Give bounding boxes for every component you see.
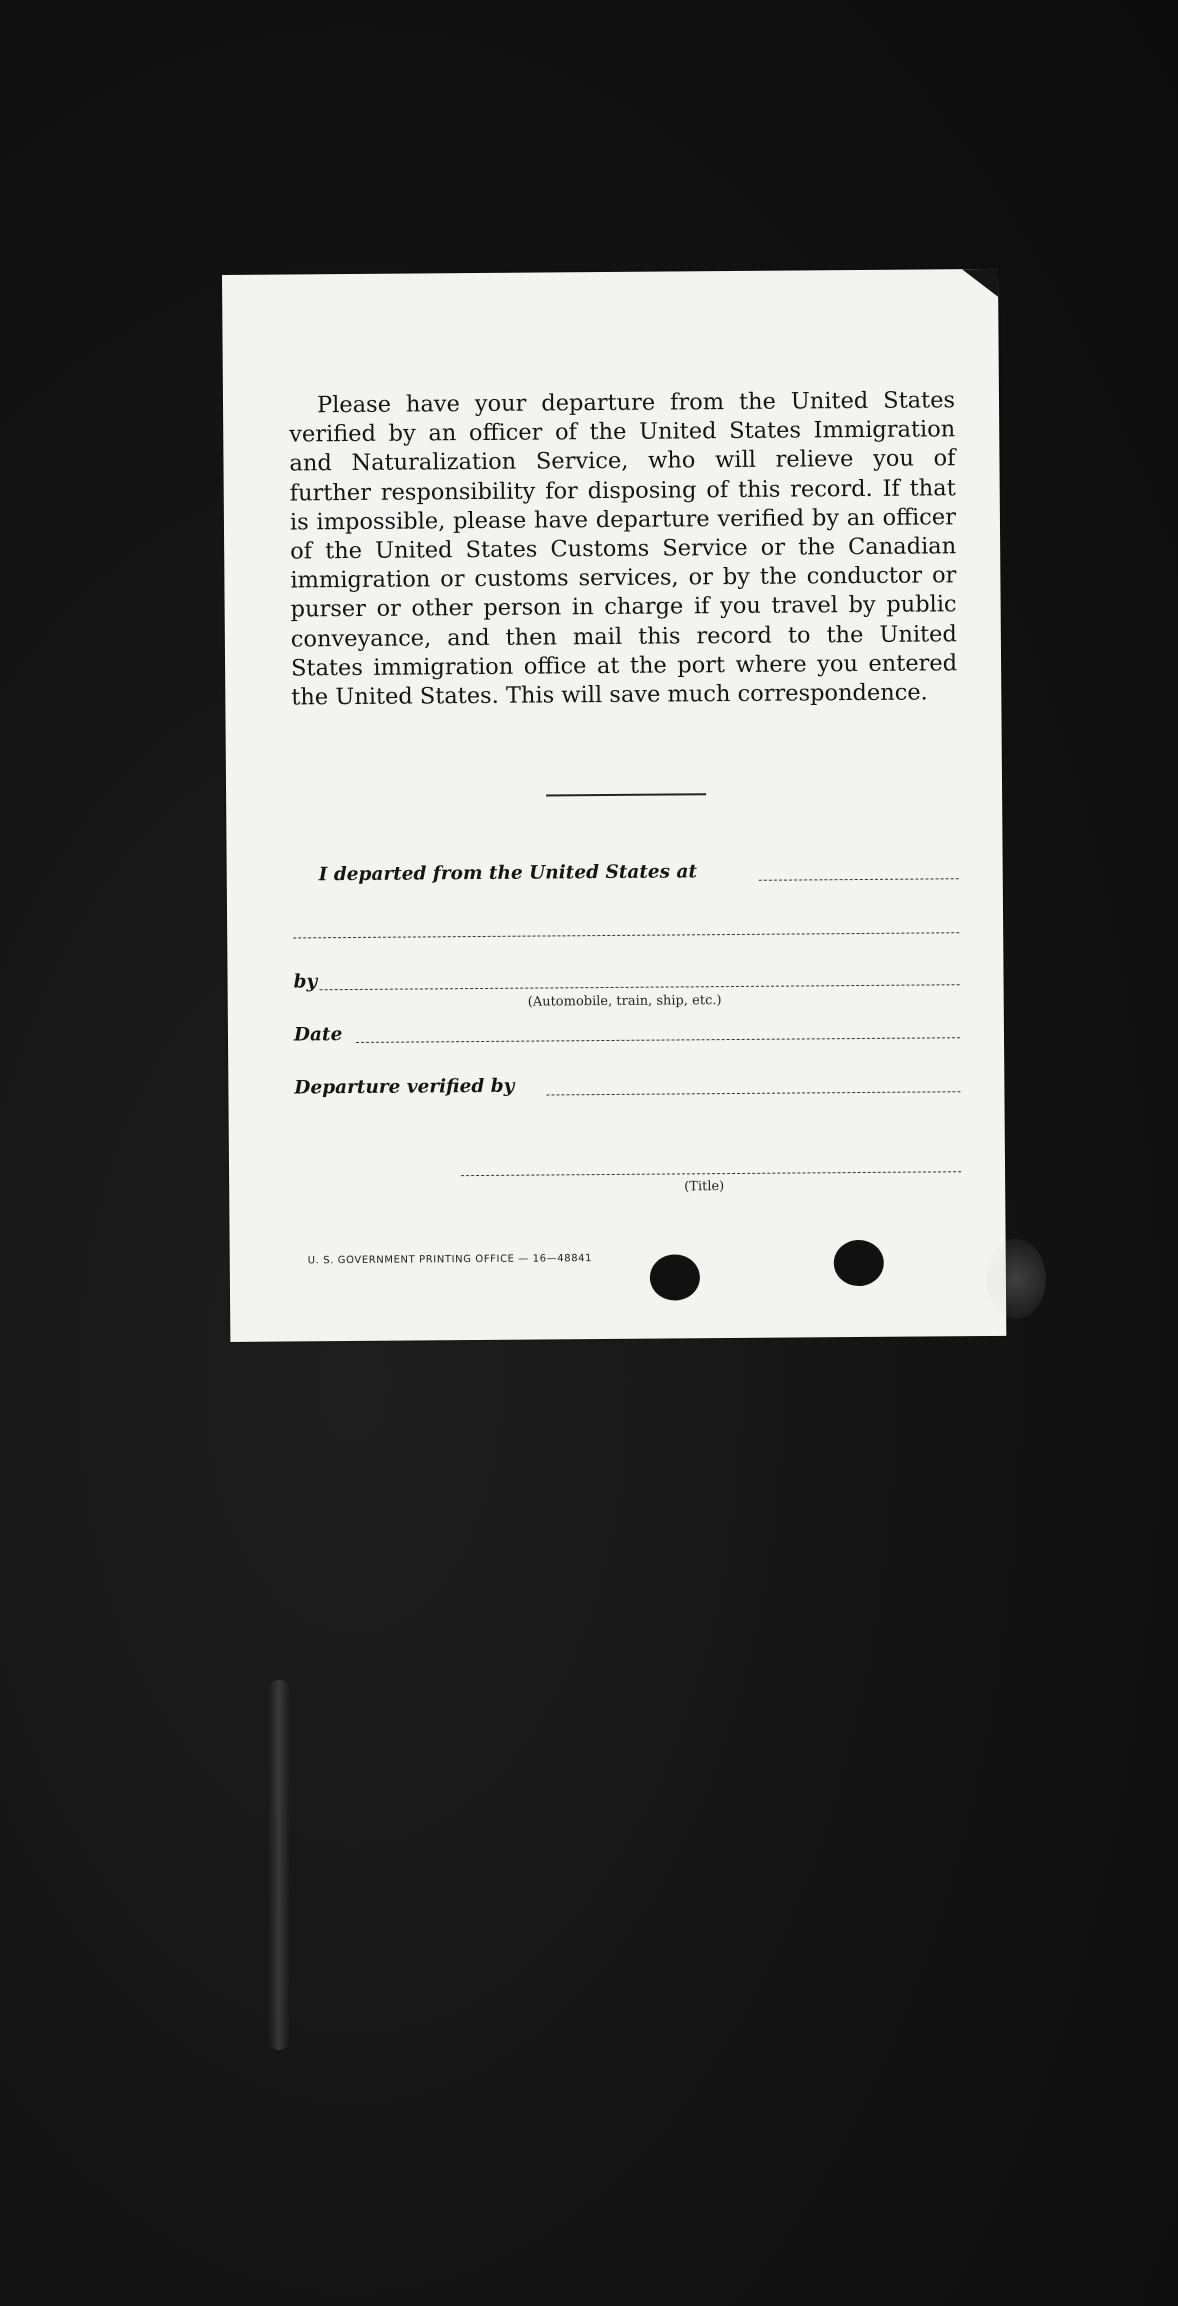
verified-field bbox=[546, 1091, 960, 1095]
departed-label: I departed from the United States at bbox=[318, 861, 698, 886]
date-field bbox=[356, 1037, 960, 1043]
divider-rule bbox=[546, 793, 706, 796]
film-streak bbox=[268, 1680, 290, 2050]
date-label: Date bbox=[293, 1024, 343, 1046]
departed-field-continued bbox=[293, 932, 959, 938]
by-field bbox=[320, 984, 960, 990]
punch-hole-right bbox=[834, 1240, 884, 1286]
title-hint: (Title) bbox=[684, 1179, 725, 1195]
verified-label: Departure verified by bbox=[294, 1075, 515, 1099]
folded-corner bbox=[962, 269, 998, 297]
printing-office-footer: U. S. GOVERNMENT PRINTING OFFICE — 16—48841 bbox=[307, 1253, 593, 1267]
punch-hole-left bbox=[650, 1254, 700, 1300]
instructions-paragraph: Please have your departure from the United States verified by an officer of the United States Immigration and Naturalization Service, who will relieve you of further responsibility for disposing of this record. If that is impossible, please have departure verified by an officer of the United States Customs Service or the Canadian immigration or customs services, or by the conductor or purser or other person in charge if you travel by public conveyance, and then mail this record to the United States immigration office at the port where you entered the United States. This will save much correspondence. bbox=[289, 387, 958, 711]
title-field bbox=[461, 1171, 961, 1176]
by-hint: (Automobile, train, ship, etc.) bbox=[527, 993, 722, 1010]
departed-field bbox=[759, 878, 959, 881]
departure-record-card bbox=[222, 269, 1006, 1342]
scan-smudge bbox=[986, 1239, 1047, 1319]
by-label: by bbox=[293, 971, 318, 993]
